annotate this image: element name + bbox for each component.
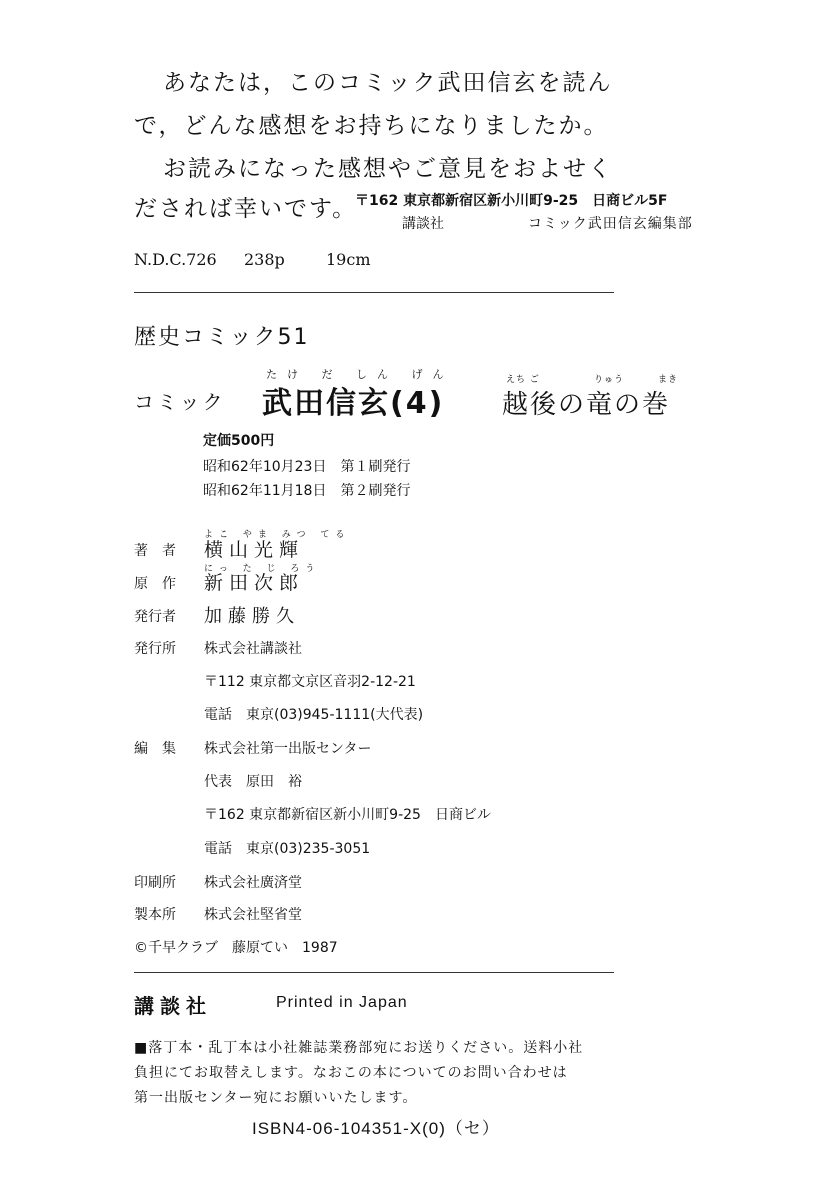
intro-publisher: 講談社 [402,216,444,232]
editor-phone: 電話 東京(03)235-3051 [204,841,371,857]
binder-name: 株式会社堅省堂 [204,907,302,923]
author-ruby: よこ やま みつ てる [204,530,351,540]
notice-line-1: ■落丁本・乱丁本は小社雑誌業務部宛にお送りください。送料小社 [134,1040,584,1056]
notice-line-2: 負担にてお取替えします。なおこの本についてのお問い合わせは [134,1065,568,1081]
office-phone: 電話 東京(03)945-1111(大代表) [204,707,424,723]
intro-line-4: だされば幸いです。 [134,196,358,222]
original-label: 原 作 [134,576,176,592]
editor-name: 株式会社第一出版センター [204,741,372,757]
price: 定価500円 [203,433,275,449]
author-label: 著 者 [134,543,176,559]
intro-line-3: お読みになった感想やご意見をおよせく [163,156,613,182]
title-ruby: たけ だ しん げん [266,368,454,381]
printed-in-japan: Printed in Japan [276,994,408,1011]
copyright: ©千早クラブ 藤原てい 1987 [134,940,338,956]
printer-name: 株式会社廣済堂 [204,875,302,891]
editor-label: 編 集 [134,741,176,757]
printer-label: 印刷所 [134,875,176,891]
intro-line-1: あなたは，このコミック武田信玄を読ん [163,70,613,96]
editor-address: 〒162 東京都新宿区新小川町9-25 日商ビル [204,807,491,823]
footer-publisher: 講談社 [134,994,212,1018]
author-name: 横山光輝 [204,539,305,561]
notice-line-3: 第一出版センター宛にお願いいたします。 [134,1090,418,1106]
subtitle-ruby-3: まき [658,375,679,385]
subtitle: 越後の竜の巻 [502,390,671,420]
ndc-pages: 238p [244,250,285,269]
intro-department: コミック武田信玄編集部 [528,216,693,232]
intro-address: 〒162 東京都新宿区新小川町9-25 日商ビル5F [355,193,668,209]
issuer-name: 加藤勝久 [204,606,300,627]
original-name: 新田次郎 [204,572,305,594]
original-ruby: にっ た じ ろう [204,564,321,574]
divider-top [134,292,614,293]
office-name: 株式会社講談社 [204,641,302,657]
isbn: ISBN4-06-104351-X(0)（セ） [252,1119,500,1138]
subtitle-ruby-2: りゅう [594,375,625,385]
title-prefix: コミック [134,390,226,414]
issuer-label: 発行者 [134,609,176,625]
office-label: 発行所 [134,641,176,657]
binder-label: 製本所 [134,907,176,923]
editor-rep: 代表 原田 裕 [204,774,302,790]
title-main: 武田信玄(4) [262,386,445,421]
subtitle-ruby-1: えち ご [506,375,540,385]
intro-line-2: で，どんな感想をお持ちになりましたか。 [134,113,609,139]
divider-bottom [134,972,614,973]
edition-1: 昭和62年10月23日 第１刷発行 [203,459,411,475]
office-address: 〒112 東京都文京区音羽2-12-21 [204,674,416,690]
ndc-code: N.D.C.726 [134,250,217,269]
series-title: 歴史コミック51 [134,325,310,350]
edition-2: 昭和62年11月18日 第２刷発行 [203,483,411,499]
ndc-size: 19cm [326,250,371,269]
